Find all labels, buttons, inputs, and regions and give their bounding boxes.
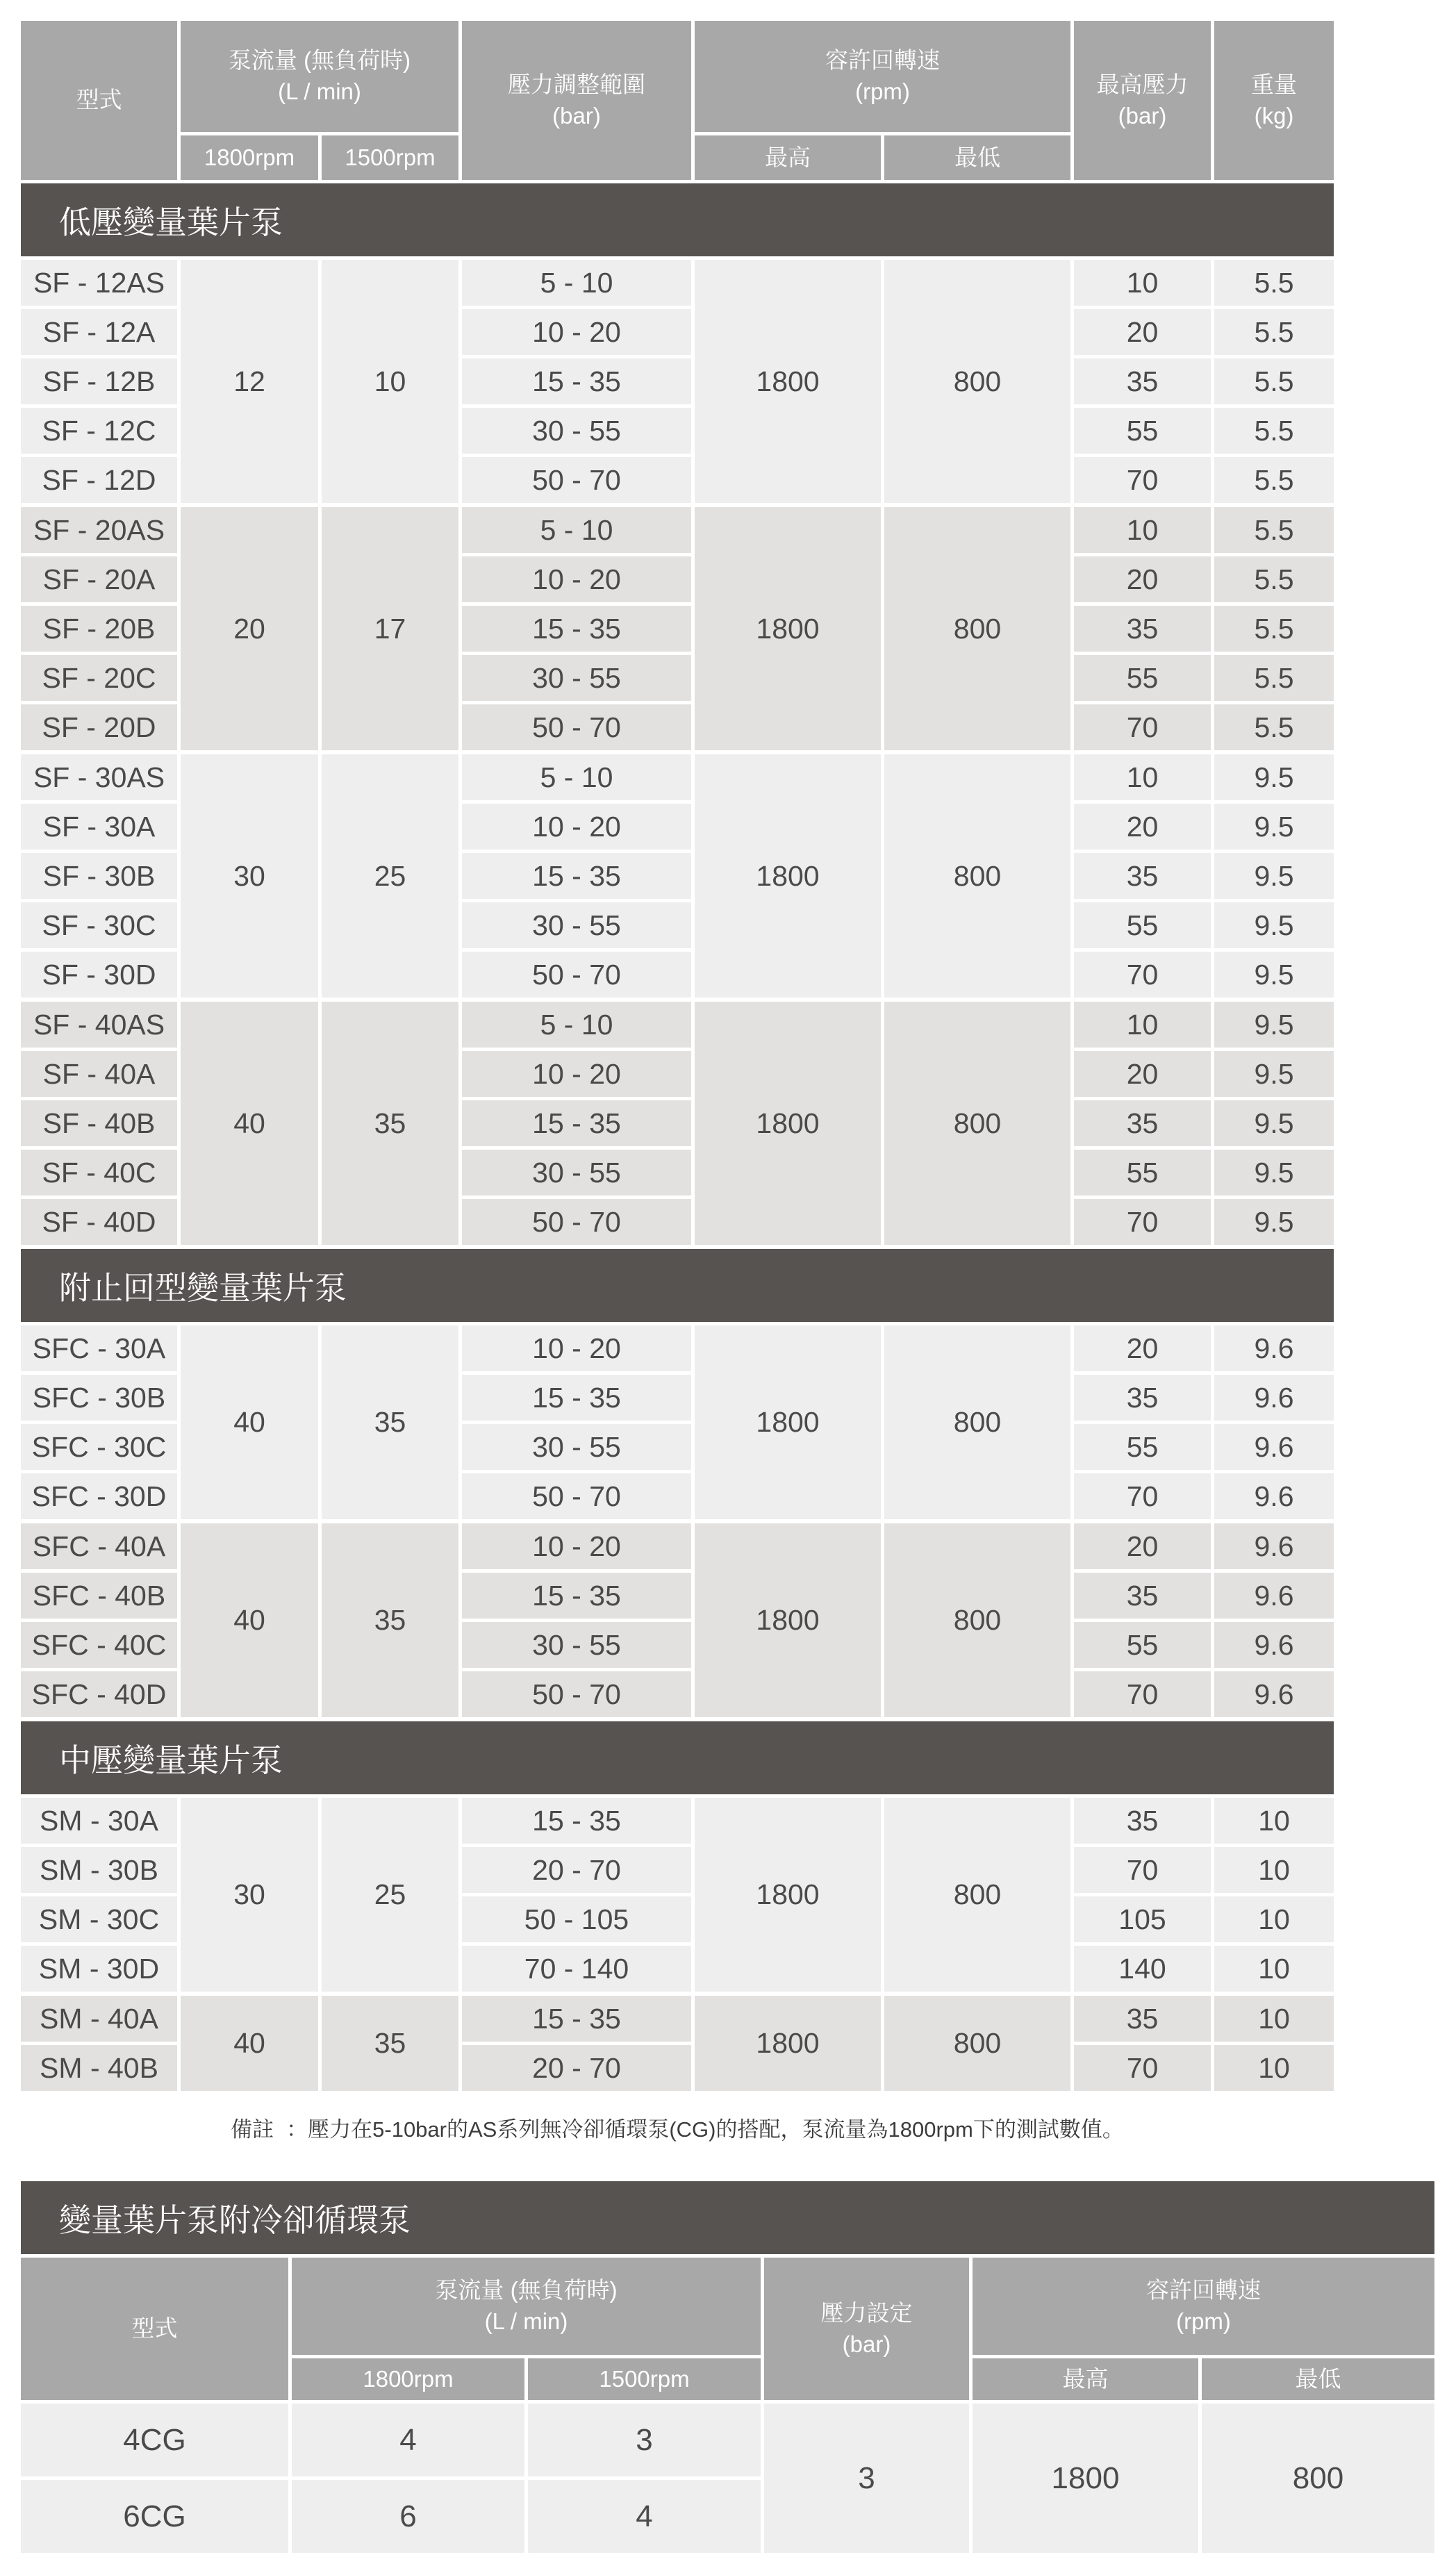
max-pressure-cell: 35 [1074,1996,1211,2042]
max-pressure-cell: 70 [1074,457,1211,503]
col-header-1500rpm: 1500rpm [322,135,458,180]
weight-cell: 9.5 [1214,754,1334,800]
model-cell: SM - 30A [21,1798,177,1844]
flow-1500-cell: 25 [322,1798,458,1992]
col-header-1500rpm: 1500rpm [528,2358,761,2400]
pressure-range-cell: 30 - 55 [462,1622,691,1668]
speed-max-cell: 1800 [695,507,881,750]
flow-1800-cell: 40 [181,1325,318,1519]
model-cell: SF - 30B [21,853,177,899]
flow-1500-cell: 17 [322,507,458,750]
pressure-range-cell: 30 - 55 [462,655,691,701]
max-pressure-cell: 35 [1074,853,1211,899]
pressure-range-cell: 15 - 35 [462,606,691,652]
flow-1800-cell: 20 [181,507,318,750]
max-pressure-cell: 20 [1074,1325,1211,1371]
model-cell: SF - 40C [21,1150,177,1196]
max-pressure-cell: 35 [1074,606,1211,652]
model-cell: SM - 30C [21,1896,177,1942]
pressure-range-cell: 10 - 20 [462,1523,691,1569]
model-cell: SFC - 30A [21,1325,177,1371]
speed-min-cell: 800 [884,260,1070,503]
model-cell: SM - 40B [21,2045,177,2091]
model-cell: SF - 12A [21,309,177,355]
pressure-range-cell: 10 - 20 [462,556,691,602]
pressure-range-cell: 10 - 20 [462,309,691,355]
model-cell: SFC - 40D [21,1671,177,1717]
weight-cell: 5.5 [1214,606,1334,652]
pressure-range-cell: 15 - 35 [462,1375,691,1421]
weight-cell: 9.6 [1214,1523,1334,1569]
model-cell: SF - 20A [21,556,177,602]
table2-body [21,2404,1434,2553]
speed-max-cell: 1800 [695,1325,881,1519]
weight-cell: 5.5 [1214,309,1334,355]
max-pressure-cell: 35 [1074,1573,1211,1619]
weight-cell: 5.5 [1214,358,1334,404]
weight-cell: 5.5 [1214,704,1334,750]
col-header-pressure-range: 壓力調整範圍 (bar) [462,21,691,180]
weight-cell: 9.5 [1214,1002,1334,1048]
model-cell: SF - 40B [21,1100,177,1146]
model-cell: SFC - 30C [21,1424,177,1470]
pressure-range-cell: 5 - 10 [462,1002,691,1048]
model-cell: SF - 12C [21,408,177,454]
max-pressure-cell: 70 [1074,2045,1211,2091]
speed-max-cell: 1800 [695,1523,881,1717]
pump-group-sfc40 [21,1523,1334,1717]
weight-cell: 5.5 [1214,408,1334,454]
weight-cell: 9.6 [1214,1573,1334,1619]
max-pressure-cell: 10 [1074,260,1211,306]
flow-1800-cell: 12 [181,260,318,503]
speed-max-cell: 1800 [695,1002,881,1245]
model-cell: SFC - 30D [21,1473,177,1519]
pressure-range-cell: 50 - 70 [462,1199,691,1245]
pressure-range-cell: 20 - 70 [462,2045,691,2091]
col-header-model: 型式 [21,21,177,180]
weight-cell: 9.6 [1214,1375,1334,1421]
pressure-range-cell: 20 - 70 [462,1847,691,1893]
pressure-range-cell: 30 - 55 [462,1424,691,1470]
speed-max-cell: 1800 [695,260,881,503]
weight-cell: 5.5 [1214,457,1334,503]
col-header-speed: 容許回轉速 (rpm) [695,21,1070,132]
model-cell: SF - 30D [21,952,177,998]
section-title-check-valve-type: 附止回型變量葉片泵 [21,1249,1334,1322]
weight-cell: 9.5 [1214,952,1334,998]
max-pressure-cell: 10 [1074,754,1211,800]
weight-cell: 9.5 [1214,1150,1334,1196]
flow-1800-cell: 30 [181,1798,318,1992]
weight-cell: 9.5 [1214,902,1334,948]
pressure-range-cell: 15 - 35 [462,1100,691,1146]
model-cell: 4CG [21,2404,288,2476]
weight-cell: 10 [1214,1847,1334,1893]
col-header-1800rpm: 1800rpm [181,135,318,180]
max-pressure-cell: 55 [1074,1622,1211,1668]
model-cell: SFC - 40A [21,1523,177,1569]
pressure-range-cell: 15 - 35 [462,853,691,899]
weight-cell: 10 [1214,1996,1334,2042]
model-cell: SM - 30B [21,1847,177,1893]
col-header-speed-max: 最高 [695,135,881,180]
pressure-range-cell: 5 - 10 [462,507,691,553]
model-cell: SF - 12D [21,457,177,503]
pressure-range-cell: 15 - 35 [462,358,691,404]
speed-min-cell: 800 [884,754,1070,998]
speed-max-cell: 1800 [695,1798,881,1992]
speed-min-cell: 800 [884,507,1070,750]
footnote [21,2112,1334,2143]
max-pressure-cell: 10 [1074,1002,1211,1048]
max-pressure-cell: 55 [1074,1150,1211,1196]
flow-1800-cell: 4 [292,2404,524,2476]
model-cell: SF - 12B [21,358,177,404]
flow-1500-cell: 35 [322,1002,458,1245]
weight-cell: 9.6 [1214,1424,1334,1470]
max-pressure-cell: 70 [1074,704,1211,750]
pump-group-sm40 [21,1996,1334,2091]
pump-group-sf12 [21,260,1334,503]
flow-1500-cell: 25 [322,754,458,998]
max-pressure-cell: 70 [1074,952,1211,998]
weight-cell: 9.6 [1214,1622,1334,1668]
speed-max-cell: 1800 [695,1996,881,2091]
speed-min-cell: 800 [1202,2404,1434,2553]
model-cell: SF - 20AS [21,507,177,553]
model-cell: SF - 20C [21,655,177,701]
model-cell: SF - 12AS [21,260,177,306]
pressure-range-cell: 15 - 35 [462,1798,691,1844]
speed-min-cell: 800 [884,1325,1070,1519]
pump-group-sf20 [21,507,1334,750]
section-title-medium-pressure: 中壓變量葉片泵 [21,1721,1334,1794]
max-pressure-cell: 55 [1074,408,1211,454]
model-cell: SFC - 40B [21,1573,177,1619]
pump-group-sf30 [21,754,1334,998]
speed-min-cell: 800 [884,1996,1070,2091]
pressure-range-cell: 5 - 10 [462,260,691,306]
col-header-speed: 容許回轉速 (rpm) [973,2258,1434,2355]
max-pressure-cell: 70 [1074,1671,1211,1717]
max-pressure-cell: 20 [1074,1051,1211,1097]
col-header-max-pressure: 最高壓力 (bar) [1074,21,1211,180]
weight-cell: 9.5 [1214,853,1334,899]
pressure-range-cell: 30 - 55 [462,408,691,454]
max-pressure-cell: 55 [1074,1424,1211,1470]
col-header-speed-min: 最低 [884,135,1070,180]
pressure-setting-cell: 3 [764,2404,969,2553]
flow-1500-cell: 3 [528,2404,761,2476]
footnote-label: 備註 [231,2117,274,2142]
table2-header [21,2258,1434,2400]
footnote-text: ：壓力在5-10bar的AS系列無冷卻循環泵(CG)的搭配，泵流量為1800rpm下的測試數值。 [286,2117,1124,2142]
flow-1800-cell: 6 [292,2480,524,2553]
max-pressure-cell: 35 [1074,1375,1211,1421]
col-header-speed-min: 最低 [1202,2358,1434,2400]
max-pressure-cell: 35 [1074,1100,1211,1146]
flow-1500-cell: 35 [322,1996,458,2091]
max-pressure-cell: 20 [1074,1523,1211,1569]
model-cell: SF - 20B [21,606,177,652]
weight-cell: 9.5 [1214,1199,1334,1245]
pressure-range-cell: 50 - 105 [462,1896,691,1942]
max-pressure-cell: 70 [1074,1199,1211,1245]
speed-min-cell: 800 [884,1002,1070,1245]
model-cell: SF - 30A [21,804,177,850]
weight-cell: 9.6 [1214,1473,1334,1519]
pressure-range-cell: 70 - 140 [462,1946,691,1992]
max-pressure-cell: 20 [1074,309,1211,355]
model-cell: SF - 20D [21,704,177,750]
weight-cell: 5.5 [1214,556,1334,602]
max-pressure-cell: 35 [1074,1798,1211,1844]
col-header-speed-max: 最高 [973,2358,1198,2400]
pressure-range-cell: 50 - 70 [462,1671,691,1717]
weight-cell: 5.5 [1214,655,1334,701]
model-cell: SF - 40AS [21,1002,177,1048]
cooling-circulation-pump-table [21,2181,1434,2553]
max-pressure-cell: 20 [1074,556,1211,602]
pressure-range-cell: 10 - 20 [462,804,691,850]
weight-cell: 9.5 [1214,1051,1334,1097]
weight-cell: 9.5 [1214,804,1334,850]
model-cell: SF - 40D [21,1199,177,1245]
col-header-flow: 泵流量 (無負荷時) (L / min) [292,2258,761,2355]
pressure-range-cell: 30 - 55 [462,1150,691,1196]
flow-1800-cell: 40 [181,1996,318,2091]
table1-header [21,21,1334,180]
col-header-weight: 重量 (kg) [1214,21,1334,180]
weight-cell: 9.6 [1214,1671,1334,1717]
weight-cell: 10 [1214,1896,1334,1942]
pressure-range-cell: 10 - 20 [462,1325,691,1371]
model-cell: SFC - 30B [21,1375,177,1421]
pressure-range-cell: 15 - 35 [462,1573,691,1619]
max-pressure-cell: 10 [1074,507,1211,553]
max-pressure-cell: 55 [1074,902,1211,948]
col-header-model: 型式 [21,2258,288,2400]
speed-min-cell: 800 [884,1798,1070,1992]
weight-cell: 10 [1214,1946,1334,1992]
pump-group-sfc30 [21,1325,1334,1519]
flow-1500-cell: 10 [322,260,458,503]
model-cell: SFC - 40C [21,1622,177,1668]
flow-1800-cell: 40 [181,1523,318,1717]
pressure-range-cell: 50 - 70 [462,704,691,750]
max-pressure-cell: 35 [1074,358,1211,404]
flow-1500-cell: 35 [322,1523,458,1717]
pressure-range-cell: 30 - 55 [462,902,691,948]
flow-1800-cell: 40 [181,1002,318,1245]
flow-1500-cell: 4 [528,2480,761,2553]
max-pressure-cell: 105 [1074,1896,1211,1942]
weight-cell: 9.5 [1214,1100,1334,1146]
col-header-1800rpm: 1800rpm [292,2358,524,2400]
col-header-pressure-setting: 壓力設定 (bar) [764,2258,969,2400]
variable-vane-pump-table [21,21,1334,2091]
model-cell: SM - 30D [21,1946,177,1992]
col-header-flow: 泵流量 (無負荷時) (L / min) [181,21,458,132]
weight-cell: 9.6 [1214,1325,1334,1371]
weight-cell: 10 [1214,1798,1334,1844]
weight-cell: 5.5 [1214,507,1334,553]
flow-1500-cell: 35 [322,1325,458,1519]
pressure-range-cell: 50 - 70 [462,1473,691,1519]
speed-max-cell: 1800 [695,754,881,998]
model-cell: SM - 40A [21,1996,177,2042]
pressure-range-cell: 50 - 70 [462,952,691,998]
pressure-range-cell: 15 - 35 [462,1996,691,2042]
pressure-range-cell: 10 - 20 [462,1051,691,1097]
model-cell: SF - 40A [21,1051,177,1097]
model-cell: SF - 30C [21,902,177,948]
max-pressure-cell: 20 [1074,804,1211,850]
weight-cell: 10 [1214,2045,1334,2091]
max-pressure-cell: 55 [1074,655,1211,701]
model-cell: 6CG [21,2480,288,2553]
pump-group-sf40 [21,1002,1334,1245]
speed-max-cell: 1800 [973,2404,1198,2553]
table2-title: 變量葉片泵附冷卻循環泵 [21,2181,1434,2254]
pump-group-sm30 [21,1798,1334,1992]
pressure-range-cell: 50 - 70 [462,457,691,503]
max-pressure-cell: 140 [1074,1946,1211,1992]
max-pressure-cell: 70 [1074,1473,1211,1519]
weight-cell: 5.5 [1214,260,1334,306]
section-title-low-pressure: 低壓變量葉片泵 [21,183,1334,256]
flow-1800-cell: 30 [181,754,318,998]
max-pressure-cell: 70 [1074,1847,1211,1893]
model-cell: SF - 30AS [21,754,177,800]
speed-min-cell: 800 [884,1523,1070,1717]
pressure-range-cell: 5 - 10 [462,754,691,800]
